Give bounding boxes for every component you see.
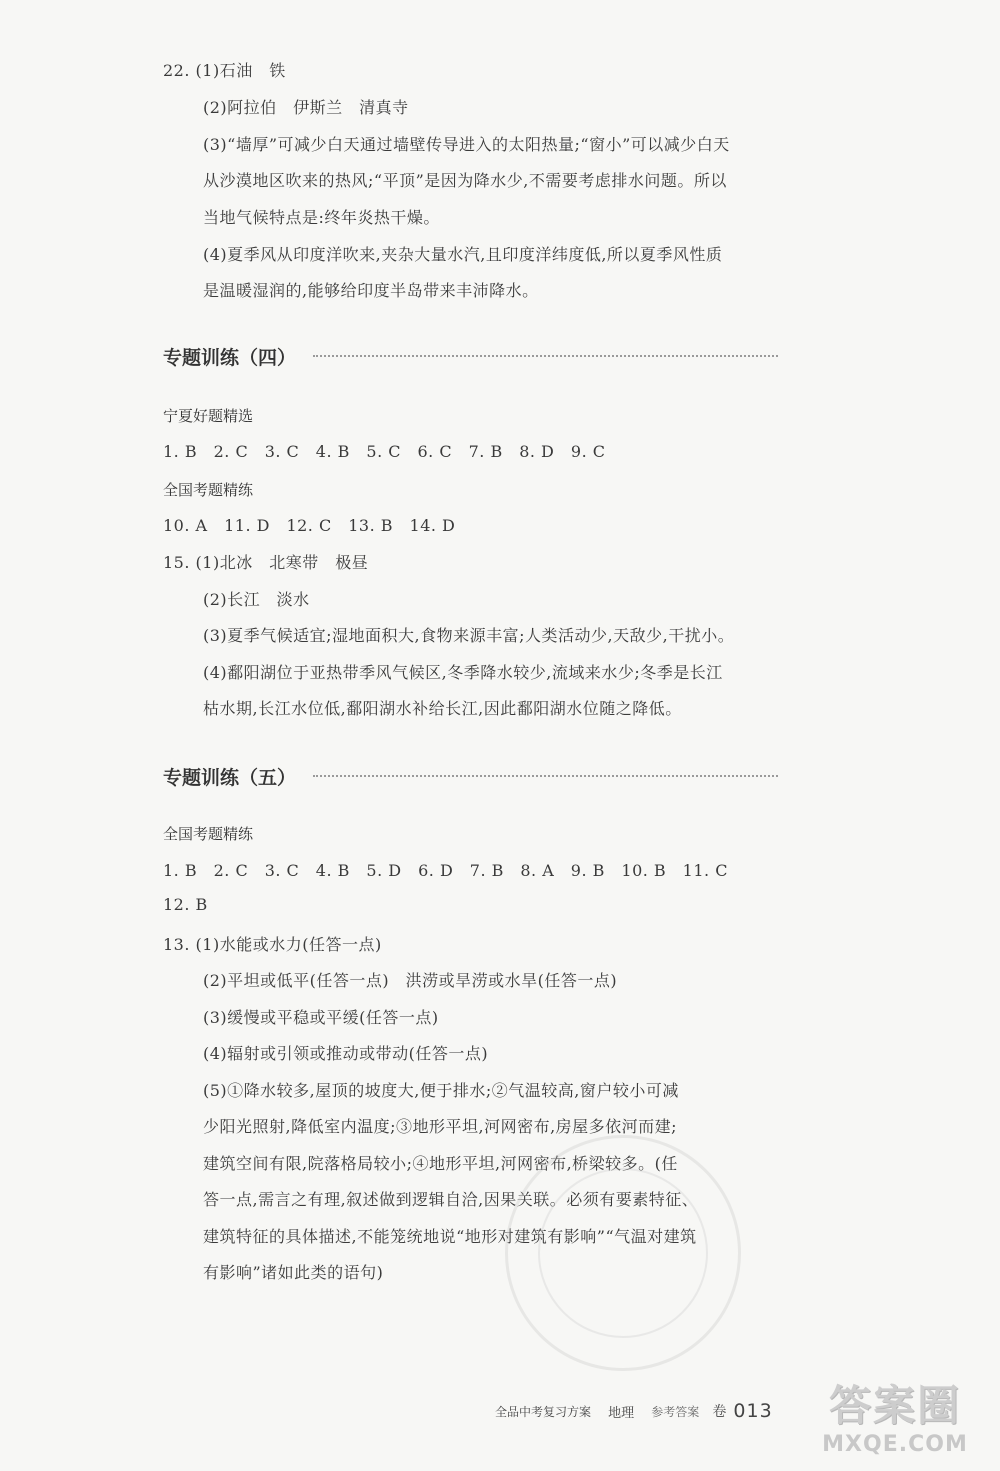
watermark-text: 答案圈 bbox=[828, 1381, 961, 1430]
q15-part2: (2)长江 淡水 bbox=[203, 590, 310, 609]
section-5-title: 专题训练（五） bbox=[163, 763, 304, 790]
section-5-subheading: 全国考题精练 bbox=[163, 825, 254, 843]
q15-part4-line2: 枯水期,长江水位低,鄱阳湖水补给长江,因此鄱阳湖水位随之降低。 bbox=[203, 699, 682, 718]
q22-part3-line1: (3)“墙厚”可减少白天通过墙壁传导进入的太阳热量;“窗小”可以减少白天 bbox=[203, 135, 730, 154]
q13-part1: 13. (1)水能或水力(任答一点) bbox=[163, 935, 382, 954]
section-5-answers-2: 12. B bbox=[163, 895, 208, 914]
q13-part5-line3: 建筑空间有限,院落格局较小;④地形平坦,河网密布,桥梁较多。(任 bbox=[203, 1154, 678, 1173]
section-4-answers-1: 1. B 2. C 3. C 4. B 5. C 6. C 7. B 8. D 9. C bbox=[163, 442, 606, 461]
heading-dotted-rule bbox=[313, 355, 778, 357]
section-4-subheading-2: 全国考题精练 bbox=[163, 481, 254, 499]
q13-part3: (3)缓慢或平稳或平缓(任答一点) bbox=[203, 1008, 439, 1027]
footer-book-title: 全品中考复习方案 bbox=[495, 1404, 592, 1419]
section-4-heading bbox=[163, 343, 778, 373]
watermark-url: MXQE.COM bbox=[822, 1432, 968, 1457]
q22-part3-line2: 从沙漠地区吹来的热风;“平顶”是因为降水少,不需要考虑排水问题。所以 bbox=[203, 171, 727, 190]
q13-part5-line6: 有影响”诸如此类的语句) bbox=[203, 1263, 384, 1282]
footer-subject: 地理 bbox=[608, 1405, 635, 1421]
heading-dotted-rule bbox=[313, 775, 778, 777]
q13-part5-line5: 建筑特征的具体描述,不能笼统地说“地形对建筑有影响”“气温对建筑 bbox=[203, 1227, 697, 1246]
page-number: 013 bbox=[733, 1400, 773, 1422]
q13-part4: (4)辐射或引领或推动或带动(任答一点) bbox=[203, 1044, 489, 1063]
page-footer bbox=[495, 1400, 773, 1422]
q22-part3-line3: 当地气候特点是:终年炎热干燥。 bbox=[203, 208, 440, 227]
q22-part4-line1: (4)夏季风从印度洋吹来,夹杂大量水汽,且印度洋纬度低,所以夏季风性质 bbox=[203, 245, 723, 264]
section-5-heading bbox=[163, 763, 778, 793]
q13-part2: (2)平坦或低平(任答一点) 洪涝或旱涝或水旱(任答一点) bbox=[203, 971, 618, 990]
q13-part5-line4: 答一点,需言之有理,叙述做到逻辑自洽,因果关联。必须有要素特征、 bbox=[203, 1190, 699, 1209]
q22-part2: (2)阿拉伯 伊斯兰 清真寺 bbox=[203, 98, 409, 117]
section-4-title: 专题训练（四） bbox=[163, 343, 304, 370]
q15-part3: (3)夏季气候适宜;湿地面积大,食物来源丰富;人类活动少,天敌少,干扰小。 bbox=[203, 626, 735, 645]
section-5-answers-1: 1. B 2. C 3. C 4. B 5. D 6. D 7. B 8. A 9. B 10. B 11. C bbox=[163, 861, 728, 880]
section-4-answers-2: 10. A 11. D 12. C 13. B 14. D bbox=[163, 516, 456, 535]
q22-part4-line2: 是温暖湿润的,能够给印度半岛带来丰沛降水。 bbox=[203, 281, 539, 300]
footer-answers-label: 参考答案 bbox=[651, 1404, 700, 1419]
q13-part5-line1: (5)①降水较多,屋顶的坡度大,便于排水;②气温较高,窗户较小可减 bbox=[203, 1081, 679, 1100]
q13-part5-line2: 少阳光照射,降低室内温度;③地形平坦,河网密布,房屋多依河而建; bbox=[203, 1117, 678, 1136]
q22-part1: 22. (1)石油 铁 bbox=[163, 61, 286, 80]
section-4-subheading-1: 宁夏好题精选 bbox=[163, 407, 254, 425]
faint-seal-stamp bbox=[505, 1135, 741, 1371]
q15-part4-line1: (4)鄱阳湖位于亚热带季风气候区,冬季降水较少,流域来水少;冬季是长江 bbox=[203, 663, 723, 682]
volume-icon: 卷 bbox=[712, 1404, 727, 1420]
q15-part1: 15. (1)北冰 北寒带 极昼 bbox=[163, 553, 369, 572]
watermark-logo bbox=[800, 1380, 990, 1465]
